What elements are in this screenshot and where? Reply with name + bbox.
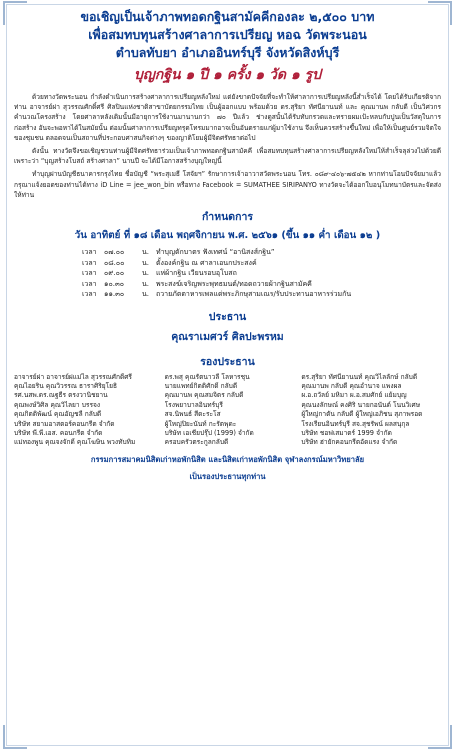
vice-chair-name: คุณนงลักษณ์ คงศิริ นายกอนันต์ โนนวิเศษ bbox=[301, 400, 421, 409]
vice-chair-heading: รองประธาน bbox=[200, 355, 255, 368]
vice-chair-name: อาจารย์ผ่า อาจารย์ผ่แม่ไล สุวรรณศักดิ์ศรี bbox=[14, 372, 132, 381]
schedule-label: เวลา bbox=[82, 258, 97, 267]
body-paragraph-2: ดังนั้น ทางวัดจึงขอเชิญชวนท่านผู้มีจิตศรัทธาร่วมเป็นเจ้าภาพทอดกฐินสามัคคี เพื่อสมทบทุนสร้างศาลาการเปรียญหลังใหม่ให้สำเร็จลุล่วงไปด้วยดี เพราะว่า “บุญสร้างโบสถ์ สร้างศาลา” นานปี จะได้มีโอกาสสร้างบุญใหญ่นี้ bbox=[14, 147, 441, 166]
vice-chair-name: คุณมานพ คุณสมจิตร กลับดี bbox=[164, 391, 244, 400]
schedule-label: เวลา bbox=[82, 248, 97, 257]
chair-name: คุณราเมศวร์ ศิลปะพรหม bbox=[171, 330, 284, 343]
vice-chair-name: ดร.สุริยา ทัศนียานนท์ คุณวิไลลักษ์ กลับดี bbox=[301, 372, 418, 381]
schedule-unit: น. bbox=[142, 258, 150, 267]
vice-chair-name: คุณพงษ์วิศิล คุณวิไลยา บรรจง bbox=[14, 400, 101, 409]
vice-chair-name: ผู้ใหญ่กาตัน กลับดี ผู้ใหญ่เอภิชน สุภาพรอด bbox=[301, 410, 423, 419]
schedule-desc: พระสงฆ์เจริญพระพุทธมนต์/ทอดถวายผ้ากฐินสามัคคี bbox=[156, 279, 312, 288]
schedule-list bbox=[82, 247, 441, 300]
schedule-time: ๑๑.๓๐ bbox=[104, 290, 125, 299]
vice-chair-name: ผ.อ.ถวัลย์ มหิมา ผ.อ.สมศักย์ แย้มบุญ bbox=[301, 391, 407, 400]
vice-chair-name: แม่ทองพูน คุณจงจักดิ์ คุณโฆษิน พวงทับทิม bbox=[14, 438, 136, 447]
footer-line-2: เป็นรองประธานทุกท่าน bbox=[189, 471, 266, 481]
corner-ornament-bottom-left bbox=[3, 725, 27, 749]
schedule-desc: แห่ผ้ากฐิน เวียนรอบอุโบสถ bbox=[156, 269, 237, 278]
merit-subtitle: บุญกฐิน ๑ ปี ๑ ครั้ง ๑ วัด ๑ รูป bbox=[133, 67, 322, 83]
title-line-1: ขอเชิญเป็นเจ้าภาพทอดกฐินสามัคคีกองละ ๒,๕๐๐ บาท bbox=[80, 9, 375, 24]
title-line-2: เพื่อสมทบทุนสร้างศาลาการเปรียญ หอฉ วัดพระนอน bbox=[88, 27, 367, 42]
schedule-item bbox=[82, 268, 441, 279]
vice-chair-name: ครอบครัวตระกูลกลับดี bbox=[164, 438, 229, 447]
vice-chair-name: คุณกิตติพัฒน์ คุณอัญชลี กลับดี bbox=[14, 410, 102, 419]
body-paragraph-1: ด้วยทางวัดพระนอน กำลังดำเนินการสร้างศาลาการเปรียญหลังใหม่ แต่ยังขาดปัจจัยที่จะทำให้ศาลาการเปรียญหลังนี้สำเร็จได้ โดยได้รับเกียรติจากท่าน อาจารย์ผ่า สุวรรณศักดิ์ศรี ศิลปินแห่งชาติสาขาบัตยกรรมไทย เป็นผู้ออกแบบ พร้อมด้วย ดร.สุริยา ทัศนียานนท์ และ คุณมานพ กลับดี เป็นวิศวกรคำนวณโครงสร้าง โดยศาลาหลังเดิมนั้นมีอายุการใช้งานมานานกว่า ๗๐ ปีแล้ว ช่างดูสนั้นได้รับทับกรวดและทรายผมเป้ะหลบกับปูนเป็นวัสดุในการก่อสร้าง อันจะพอหาได้ในสมัยนั้น ต่อมนั้นศาลาการเปรียญทรุดโทรมมากอาจเป็นอันตรายแก่ผู้มาใช้งาน จึงเห็นควรสร้างขึ้นใหม่ เพื่อให้เป็นศูนย์รวมจิตใจของชุมชน ตลอดจนเป็นสถานที่ประกอบศาสนกิจต่างๆ ของญาติโยมผู้มีจิตศรัทธาต่อไป bbox=[14, 93, 441, 142]
vice-chair-name: รศ.นสพ.ดร.ณฐธีร ตรงวานิชยาน bbox=[14, 391, 108, 400]
schedule-item bbox=[82, 289, 441, 300]
schedule-desc: ทำบุญตักบาตร ฟังเทศน์ “อานิสงส์กฐิน” bbox=[156, 248, 275, 257]
schedule-date: วัน อาทิตย์ ที่ ๑๘ เดือน พฤศจิกายน พ.ศ. ๒๕๖๑ (ขึ้น ๑๑ ค่ำ เดือน ๑๒ ) bbox=[74, 230, 381, 242]
vice-chair-name: บริษัท เอเชียปรุ๊ป (1999) จำกัด bbox=[164, 428, 254, 437]
vice-chair-name: บริษัท พี.พี.เอส. คอนกรีต จำกัด bbox=[14, 428, 103, 437]
vice-chair-name: ผู้ใหญ่ปิยะนันท์ กะรัตพุดะ bbox=[164, 419, 237, 428]
vice-chair-name: นายแพทย์กิตติศักดิ์ กลับดี bbox=[164, 381, 238, 390]
document-content bbox=[14, 8, 441, 482]
schedule-time: ๐๘.๐๐ bbox=[104, 258, 125, 267]
schedule-unit: น. bbox=[142, 248, 150, 257]
schedule-unit: น. bbox=[142, 279, 150, 288]
vice-chair-name: โรงพยาบาลอินทร์บุรี bbox=[164, 400, 223, 409]
vice-chair-name: คุณไอยริน คุณวิวรรณ ธาราศิริยุโยธิ bbox=[14, 381, 118, 390]
schedule-heading: กำหนดการ bbox=[201, 211, 254, 224]
vice-chair-name: ดร.พสุ คุณรัตนาวลี โลหารชุน bbox=[164, 372, 250, 381]
schedule-item bbox=[82, 247, 441, 258]
vice-chair-list bbox=[14, 373, 441, 448]
vice-chair-name: สจ.นิพนธ์ สีดะระโส bbox=[164, 410, 221, 419]
title-line-3: ตำบลทับยา อำเภออินทร์บุรี จังหวัดสิงห์บุรี bbox=[115, 45, 340, 60]
schedule-desc: ถวายภัตตาหารเพลแด่พระภิกษุสามเณร/รับประทานอาหารร่วมกัน bbox=[156, 290, 352, 299]
schedule-label: เวลา bbox=[82, 279, 97, 288]
vice-chair-name: บริษัท สยามอาสตอร์คอนกรีต จำกัด bbox=[14, 419, 115, 428]
schedule-label: เวลา bbox=[82, 290, 97, 299]
footer-line-1: กรรมการสมาคมนิสิตเก่าหอพักนิสิต และนิสิตเก่าหอพักนิสิต จุฬาลงกรณ์มหาวิทยาลัย bbox=[90, 454, 365, 464]
schedule-time: ๐๗.๐๐ bbox=[104, 248, 125, 257]
schedule-time: ๐๙.๐๐ bbox=[104, 269, 125, 278]
schedule-item bbox=[82, 279, 441, 290]
schedule-time: ๑๐.๓๐ bbox=[104, 279, 124, 288]
vice-chair-name: คุณมานพ กลับดี คุณอำนาจ แพงผล bbox=[301, 381, 402, 390]
schedule-label: เวลา bbox=[82, 269, 97, 278]
chair-heading: ประธาน bbox=[208, 310, 247, 323]
schedule-desc: ตั้งองค์กฐิน ณ ศาลาเอนกประสงค์ bbox=[156, 258, 257, 267]
schedule-unit: น. bbox=[142, 290, 150, 299]
corner-ornament-bottom-right bbox=[428, 725, 452, 749]
vice-chair-name: บริษัท ชอฟเสมาตร์ 1999 จำกัด bbox=[301, 428, 392, 437]
schedule-unit: น. bbox=[142, 269, 150, 278]
vice-chair-name: บริษัท ฮ่ายักคอนกรีตอัดแรง จำกัด bbox=[301, 438, 398, 447]
vice-chair-name: โรงเรียนอินทร์บุรี สจ.สุชรัพน์ ผลสนุกุล bbox=[301, 419, 410, 428]
schedule-item bbox=[82, 258, 441, 269]
body-paragraph-3: ทำบุญผ่านบัญชีธนาคารกรุงไทย ชื่อบัญชี “พระสุเมธี โสจัยฯ” รักษาการเจ้าอาวาสวัดพระนอน โทร. ๐๘๙-๔๐๖-๗๕๔๒ หากท่านโอนปัจจัยมาแล้ว กรุณาแจ้งยอดของท่านได้ทาง iD Line = jee_won_bin หรือทาง Facebook = SUMATHEE SIRIPANYO ทางวัดจะได้ออกใบอนุโมทนาบัตรและจัดส่งให้ท่าน bbox=[14, 170, 441, 199]
